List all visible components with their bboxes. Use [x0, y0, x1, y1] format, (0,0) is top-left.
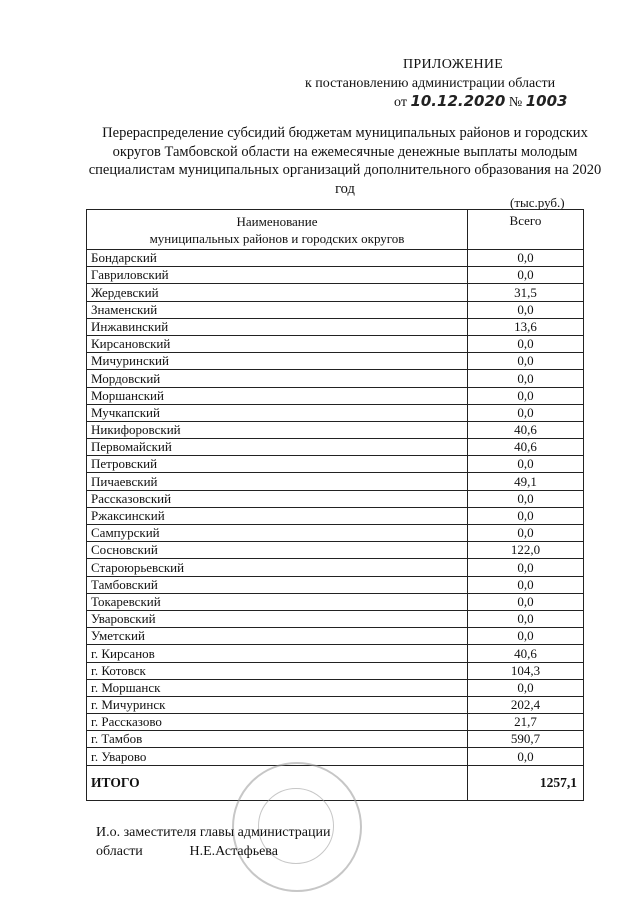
- table-row: [87, 525, 584, 542]
- row-value: 0,0: [468, 593, 584, 610]
- appendix-title: ПРИЛОЖЕНИЕ: [403, 57, 504, 72]
- total-value: 1257,1: [468, 765, 584, 800]
- table-row: [87, 490, 584, 507]
- row-value: 0,0: [468, 610, 584, 627]
- table-row: [87, 645, 584, 662]
- table-row: [87, 439, 584, 456]
- table-row: [87, 318, 584, 335]
- header-name-line1: Наименование: [236, 214, 318, 229]
- table-row: [87, 714, 584, 731]
- table-row: [87, 610, 584, 627]
- row-name: Моршанский: [87, 387, 468, 404]
- table-row: [87, 559, 584, 576]
- row-name: Бондарский: [87, 250, 468, 267]
- row-value: 0,0: [468, 335, 584, 352]
- table-row: [87, 576, 584, 593]
- column-header-total: Всего: [468, 210, 584, 250]
- row-value: 122,0: [468, 542, 584, 559]
- table-row: [87, 679, 584, 696]
- row-name: Уметский: [87, 628, 468, 645]
- handwritten-number: 1003: [525, 92, 568, 110]
- signatory-position-line1: И.о. заместителя главы администрации: [96, 825, 331, 840]
- row-name: Инжавинский: [87, 318, 468, 335]
- table-row: [87, 353, 584, 370]
- table-row: [87, 284, 584, 301]
- row-name: Сампурский: [87, 525, 468, 542]
- table-row: [87, 696, 584, 713]
- row-value: 0,0: [468, 507, 584, 524]
- row-name: г. Мичуринск: [87, 696, 468, 713]
- row-value: 104,3: [468, 662, 584, 679]
- number-prefix: №: [508, 95, 523, 110]
- row-name: Токаревский: [87, 593, 468, 610]
- row-name: Петровский: [87, 456, 468, 473]
- table-row: [87, 507, 584, 524]
- row-value: 0,0: [468, 250, 584, 267]
- appendix-date-line: [394, 92, 567, 112]
- units-label: (тыс.руб.): [510, 195, 565, 210]
- table-row: [87, 473, 584, 490]
- row-name: г. Моршанск: [87, 679, 468, 696]
- row-value: 13,6: [468, 318, 584, 335]
- table-body: [87, 250, 584, 766]
- row-value: 0,0: [468, 404, 584, 421]
- table-row: [87, 301, 584, 318]
- handwritten-date: 10.12.2020: [410, 92, 506, 110]
- row-name: г. Котовск: [87, 662, 468, 679]
- row-name: Уваровский: [87, 610, 468, 627]
- subsidy-table-container: [86, 209, 584, 801]
- row-value: 21,7: [468, 714, 584, 731]
- table-row: [87, 421, 584, 438]
- table-row: [87, 404, 584, 421]
- row-value: 40,6: [468, 645, 584, 662]
- signatory-name: Н.Е.Астафьева: [189, 844, 278, 859]
- row-name: Рассказовский: [87, 490, 468, 507]
- row-value: 0,0: [468, 353, 584, 370]
- row-name: Тамбовский: [87, 576, 468, 593]
- table-row: [87, 662, 584, 679]
- document-title: Перераспределение субсидий бюджетам муниципальных районов и городских округов Тамбовской области на ежемесячные денежные выплаты молодым специалистам муниципальных организаций дополнительного образования на 2020 год: [88, 125, 602, 197]
- row-value: 40,6: [468, 421, 584, 438]
- row-name: Гавриловский: [87, 267, 468, 284]
- row-value: 0,0: [468, 576, 584, 593]
- table-row: [87, 370, 584, 387]
- row-value: 0,0: [468, 748, 584, 765]
- table-header-row: [87, 210, 584, 250]
- row-name: Староюрьевский: [87, 559, 468, 576]
- signatory-position-line2: области: [96, 844, 143, 859]
- total-label: ИТОГО: [87, 765, 468, 800]
- signatory-position-line2-row: [96, 842, 330, 861]
- table-row: [87, 267, 584, 284]
- table-row: [87, 250, 584, 267]
- row-name: Мучкапский: [87, 404, 468, 421]
- row-name: Знаменский: [87, 301, 468, 318]
- table-row: [87, 748, 584, 765]
- header-name-line2: муниципальных районов и городских округов: [149, 231, 405, 246]
- row-value: 0,0: [468, 559, 584, 576]
- subsidy-table: [86, 209, 584, 801]
- table-row: [87, 628, 584, 645]
- row-name: Мичуринский: [87, 353, 468, 370]
- row-value: 0,0: [468, 267, 584, 284]
- row-value: 0,0: [468, 387, 584, 404]
- row-value: 49,1: [468, 473, 584, 490]
- row-name: Мордовский: [87, 370, 468, 387]
- row-name: Жердевский: [87, 284, 468, 301]
- appendix-resolution-line: к постановлению администрации области: [305, 76, 556, 91]
- row-name: Сосновский: [87, 542, 468, 559]
- row-name: г. Уварово: [87, 748, 468, 765]
- table-row: [87, 542, 584, 559]
- row-value: 0,0: [468, 301, 584, 318]
- row-value: 0,0: [468, 628, 584, 645]
- table-row: [87, 593, 584, 610]
- row-value: 0,0: [468, 525, 584, 542]
- row-name: г. Кирсанов: [87, 645, 468, 662]
- row-value: 0,0: [468, 490, 584, 507]
- row-value: 40,6: [468, 439, 584, 456]
- row-value: 0,0: [468, 456, 584, 473]
- column-header-name: [87, 210, 468, 250]
- row-name: Первомайский: [87, 439, 468, 456]
- table-row: [87, 731, 584, 748]
- row-value: 0,0: [468, 370, 584, 387]
- table-row: [87, 335, 584, 352]
- signature-block: [96, 823, 330, 861]
- row-name: Никифоровский: [87, 421, 468, 438]
- date-prefix: от: [394, 95, 407, 110]
- row-name: Кирсановский: [87, 335, 468, 352]
- table-row: [87, 456, 584, 473]
- row-value: 0,0: [468, 679, 584, 696]
- row-value: 590,7: [468, 731, 584, 748]
- table-row: [87, 387, 584, 404]
- row-value: 202,4: [468, 696, 584, 713]
- row-name: Ржаксинский: [87, 507, 468, 524]
- row-name: г. Тамбов: [87, 731, 468, 748]
- row-value: 31,5: [468, 284, 584, 301]
- row-name: г. Рассказово: [87, 714, 468, 731]
- row-name: Пичаевский: [87, 473, 468, 490]
